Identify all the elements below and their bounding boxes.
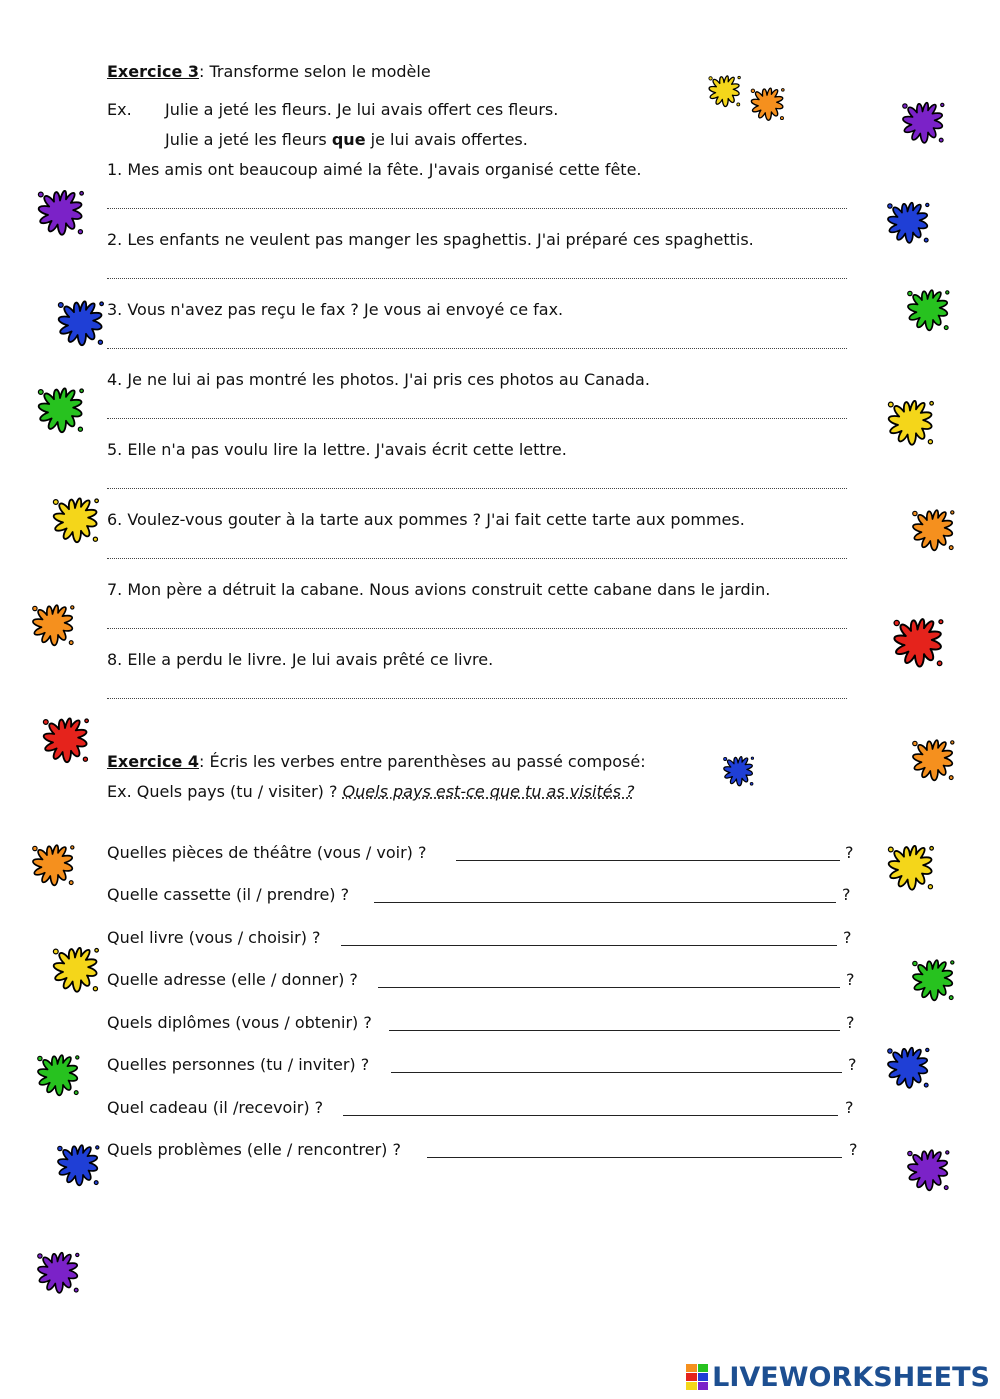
example-sentence-1: Julie a jeté les fleurs. Je lui avais offert ces fleurs. xyxy=(165,100,559,119)
yellow-splat-decoration xyxy=(703,70,745,112)
blue-splat-decoration xyxy=(880,1025,935,1110)
example-keyword: que xyxy=(331,130,366,149)
ex3-answer-line-6[interactable] xyxy=(107,558,847,559)
ex3-item-5: 5. Elle n'a pas voulu lire la lettre. J'avais écrit cette lettre. xyxy=(107,440,567,459)
ex3-item-6: 6. Voulez-vous gouter à la tarte aux pommes ? J'ai fait cette tarte aux pommes. xyxy=(107,510,745,529)
exercise4-example xyxy=(107,781,635,803)
ex3-item-7: 7. Mon père a détruit la cabane. Nous avions construit cette cabane dans le jardin. xyxy=(107,580,771,599)
ex4-item-5: Quels diplômes (vous / obtenir) ? xyxy=(107,1013,372,1032)
blue-splat-decoration xyxy=(718,745,758,797)
example-sentence-2-start: Julie a jeté les fleurs xyxy=(165,130,332,149)
ex3-item-2: 2. Les enfants ne veulent pas manger les spaghettis. J'ai préparé ces spaghettis. xyxy=(107,230,754,249)
exercise4-title: Exercice 4 xyxy=(107,752,199,771)
example-sentence-2 xyxy=(165,129,528,151)
ex4-question-mark-4: ? xyxy=(846,970,855,989)
ex4-question-mark-8: ? xyxy=(849,1140,858,1159)
orange-splat-decoration xyxy=(905,475,960,585)
ex3-answer-line-3[interactable] xyxy=(107,348,847,349)
ex3-item-3: 3. Vous n'avez pas reçu le fax ? Je vous ai envoyé ce fax. xyxy=(107,300,564,319)
ex3-item-4: 4. Je ne lui ai pas montré les photos. J'ai pris ces photos au Canada. xyxy=(107,370,650,389)
ex4-item-8: Quels problèmes (elle / rencontrer) ? xyxy=(107,1140,401,1159)
ex4-item-2: Quelle cassette (il / prendre) ? xyxy=(107,885,350,904)
ex3-answer-line-4[interactable] xyxy=(107,418,847,419)
ex4-answer-blank-4[interactable] xyxy=(378,987,840,988)
exercise4-heading xyxy=(107,751,646,773)
exercise3-title: Exercice 3 xyxy=(107,62,199,81)
ex4-item-1: Quelles pièces de théâtre (vous / voir) ? xyxy=(107,843,427,862)
purple-splat-decoration xyxy=(900,1125,955,1215)
purple-splat-decoration xyxy=(30,175,90,250)
ex4-answer-blank-7[interactable] xyxy=(343,1115,838,1116)
ex4-item-4: Quelle adresse (elle / donner) ? xyxy=(107,970,358,989)
red-splat-decoration xyxy=(885,590,950,695)
ex4-item-3: Quel livre (vous / choisir) ? xyxy=(107,928,321,947)
exercise4-example-question: Ex. Quels pays (tu / visiter) ? xyxy=(107,782,343,801)
blue-splat-decoration xyxy=(880,180,935,265)
orange-splat-decoration xyxy=(25,815,80,915)
ex4-item-6: Quelles personnes (tu / inviter) ? xyxy=(107,1055,370,1074)
orange-splat-decoration xyxy=(25,575,80,675)
blue-splat-decoration xyxy=(50,1125,105,1205)
ex3-answer-line-2[interactable] xyxy=(107,278,847,279)
yellow-splat-decoration xyxy=(45,922,105,1017)
exercise3-instruction: : Transforme selon le modèle xyxy=(199,62,431,81)
yellow-splat-decoration xyxy=(880,820,940,915)
green-splat-decoration xyxy=(30,370,90,450)
exercise3-heading xyxy=(107,61,431,83)
yellow-splat-decoration xyxy=(45,475,105,565)
brand-name: LIVEWORKSHEETS xyxy=(712,1361,990,1393)
ex4-question-mark-3: ? xyxy=(843,928,852,947)
green-splat-decoration xyxy=(900,265,955,355)
ex4-item-7: Quel cadeau (il /recevoir) ? xyxy=(107,1098,324,1117)
ex3-answer-line-8[interactable] xyxy=(107,698,847,699)
ex4-question-mark-1: ? xyxy=(845,843,854,862)
purple-splat-decoration xyxy=(30,1230,85,1315)
ex4-answer-blank-8[interactable] xyxy=(427,1157,842,1158)
ex4-answer-blank-2[interactable] xyxy=(374,902,836,903)
orange-splat-decoration xyxy=(905,710,960,810)
example-sentence-2-end: je lui avais offertes. xyxy=(365,130,528,149)
ex3-item-1: 1. Mes amis ont beaucoup aimé la fête. J'avais organisé cette fête. xyxy=(107,160,642,179)
blue-splat-decoration xyxy=(50,283,110,363)
ex4-answer-blank-5[interactable] xyxy=(389,1030,840,1031)
ex4-question-mark-5: ? xyxy=(846,1013,855,1032)
ex3-item-8: 8. Elle a perdu le livre. Je lui avais prêté ce livre. xyxy=(107,650,494,669)
green-splat-decoration xyxy=(30,1030,85,1120)
ex3-answer-line-7[interactable] xyxy=(107,628,847,629)
purple-splat-decoration xyxy=(895,80,950,165)
ex4-question-mark-7: ? xyxy=(845,1098,854,1117)
yellow-splat-decoration xyxy=(880,375,940,470)
ex4-question-mark-2: ? xyxy=(842,885,851,904)
ex4-answer-blank-1[interactable] xyxy=(456,860,840,861)
liveworksheets-brand[interactable] xyxy=(686,1361,990,1393)
exercise4-example-answer: Quels pays est-ce que tu as visités ? xyxy=(342,782,635,801)
green-splat-decoration xyxy=(905,935,960,1025)
ex3-answer-line-1[interactable] xyxy=(107,208,847,209)
ex3-answer-line-5[interactable] xyxy=(107,488,847,489)
orange-splat-decoration xyxy=(745,82,789,126)
exercise4-instruction: : Écris les verbes entre parenthèses au passé composé: xyxy=(199,752,646,771)
ex4-answer-blank-3[interactable] xyxy=(341,945,837,946)
ex4-question-mark-6: ? xyxy=(848,1055,857,1074)
ex4-answer-blank-6[interactable] xyxy=(391,1072,842,1073)
liveworksheets-logo-icon xyxy=(686,1364,708,1390)
example-prefix: Ex. xyxy=(107,100,132,119)
red-splat-decoration xyxy=(35,690,95,790)
